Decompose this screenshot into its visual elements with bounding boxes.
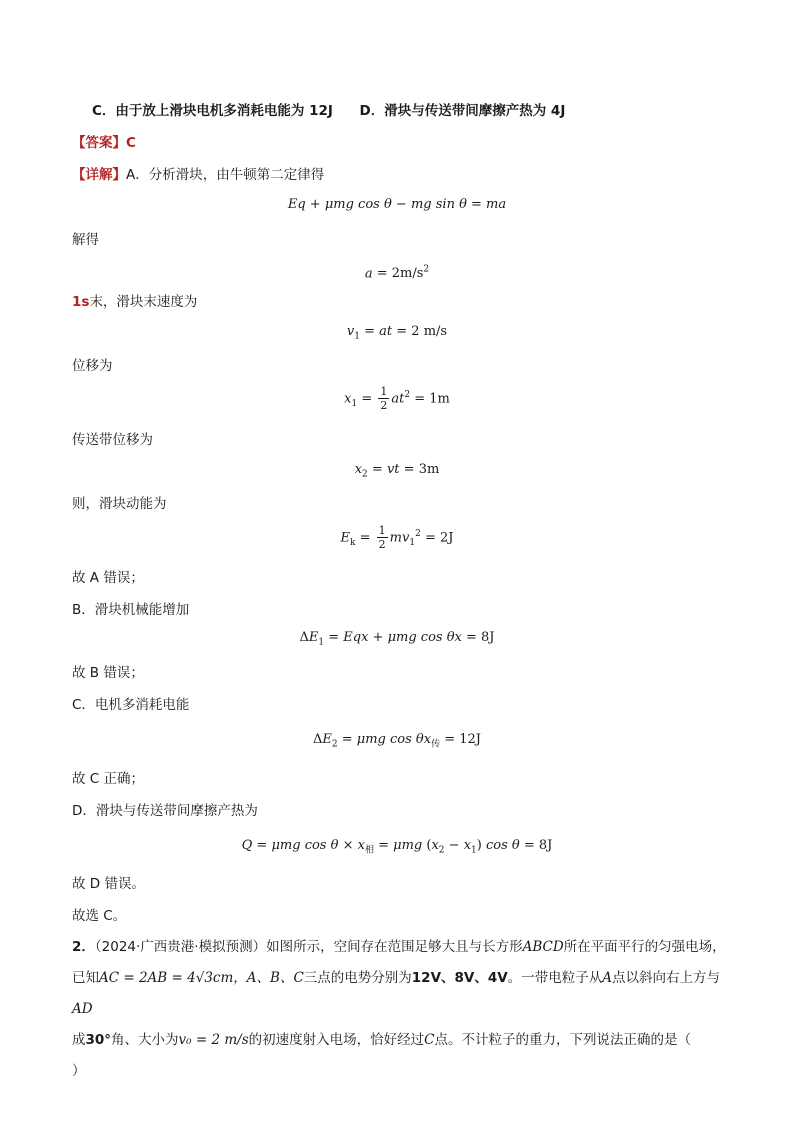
answer-label: 【答案】 [72,135,126,151]
q2-text5: 点以斜向右上方与 [611,970,720,986]
q2-points: ，A、B、C [233,970,304,986]
q2-source: （2024·广西贵港·模拟预测） [94,939,267,955]
question-2 [72,932,732,1087]
text-1s-line [72,292,197,312]
equation-motor-energy: $\Delta E_2 = \mu mg$ $\cos \theta x_传 = 12J$ [312,732,482,750]
q2-ad: AD [72,1001,93,1017]
option-c-line [92,101,565,121]
q2-number: 2． [72,939,95,955]
text-belt: 传送带位移为 [72,432,153,448]
text-d: D．滑块与传送带间摩擦产热为 [72,803,258,819]
equation-belt: $x_2$ = vt = 3m [354,462,440,480]
q2-text2: 所在平面平行的匀强电场， [563,939,726,955]
q2-text3: 三点的电势分别为 [303,970,412,986]
text-d-wrong: 故 D 错误。 [72,876,145,892]
q2-known: 已知 [72,970,99,986]
q2-close: ） [72,1063,86,1079]
equation-acceleration: $a = 2m/s^2$ [364,265,430,282]
text-1s: 1s [72,294,90,310]
q2-volts: 12V、8V、4V [411,970,508,986]
text-jiede: 解得 [72,232,99,248]
q2-point-a: A [602,970,612,986]
equation-mech-energy: $\Delta E_1$ = Eqx + μmg cos θx = 8J [299,630,495,648]
equation-heat: Q = μmg $\cos \theta \times x_相 = \mu mg$ $(x_2 - x_1)$ cos θ = 8J [241,838,553,856]
answer-value: C [126,135,136,151]
text-a-wrong: 故 A 错误； [72,570,144,586]
equation-velocity: $v_1$ = at = 2 m/s [346,324,448,342]
q2-v0: v₀ = 2 m/s [178,1032,249,1048]
q2-text6: 成 [72,1032,86,1048]
q2-abcd: ABCD [522,939,564,955]
text-c-right: 故 C 正确； [72,771,145,787]
text-select: 故选 C。 [72,908,127,924]
text-1s-rest: 末，滑块末速度为 [89,294,198,310]
detail-line [72,165,324,185]
q2-text7: 角、大小为 [111,1032,179,1048]
option-c: C．由于放上滑块电机多消耗电能为 12J [92,103,333,119]
text-b: B．滑块机械能增加 [72,602,190,618]
q2-text8: 的初速度射入电场，恰好经过 [248,1032,425,1048]
q2-text9: 点。不计粒子的重力，下列说法正确的是（ [434,1032,691,1048]
q2-ac-expr: AC = 2AB = 4√3cm [99,970,234,986]
text-ek: 则，滑块动能为 [72,496,167,512]
equation-kinetic: $E_k$ = $\frac{1}{2}$ $mv_1^2 = 2J$ [340,524,454,552]
text-c: C．电机多消耗电能 [72,697,190,713]
q2-text1: 如图所示，空间存在范围足够大且与长方形 [266,939,523,955]
answer-line [72,133,136,153]
equation-newton: Eq + μmg cos θ − mg sin θ = ma [287,197,507,212]
detail-label: 【详解】 [72,167,126,183]
q2-point-c: C [424,1032,435,1048]
equation-displacement: $x_1$ = $\frac{1}{2}$ $at^2 = 1m$ [344,385,450,413]
q2-angle: 30° [85,1032,112,1048]
text-b-wrong: 故 B 错误； [72,665,144,681]
option-d: D．滑块与传送带间摩擦产热为 4J [359,103,566,119]
text-weiyi: 位移为 [72,358,113,374]
detail-text: A．分析滑块，由牛顿第二定律得 [126,167,325,183]
q2-text4: 。一带电粒子从 [507,970,603,986]
